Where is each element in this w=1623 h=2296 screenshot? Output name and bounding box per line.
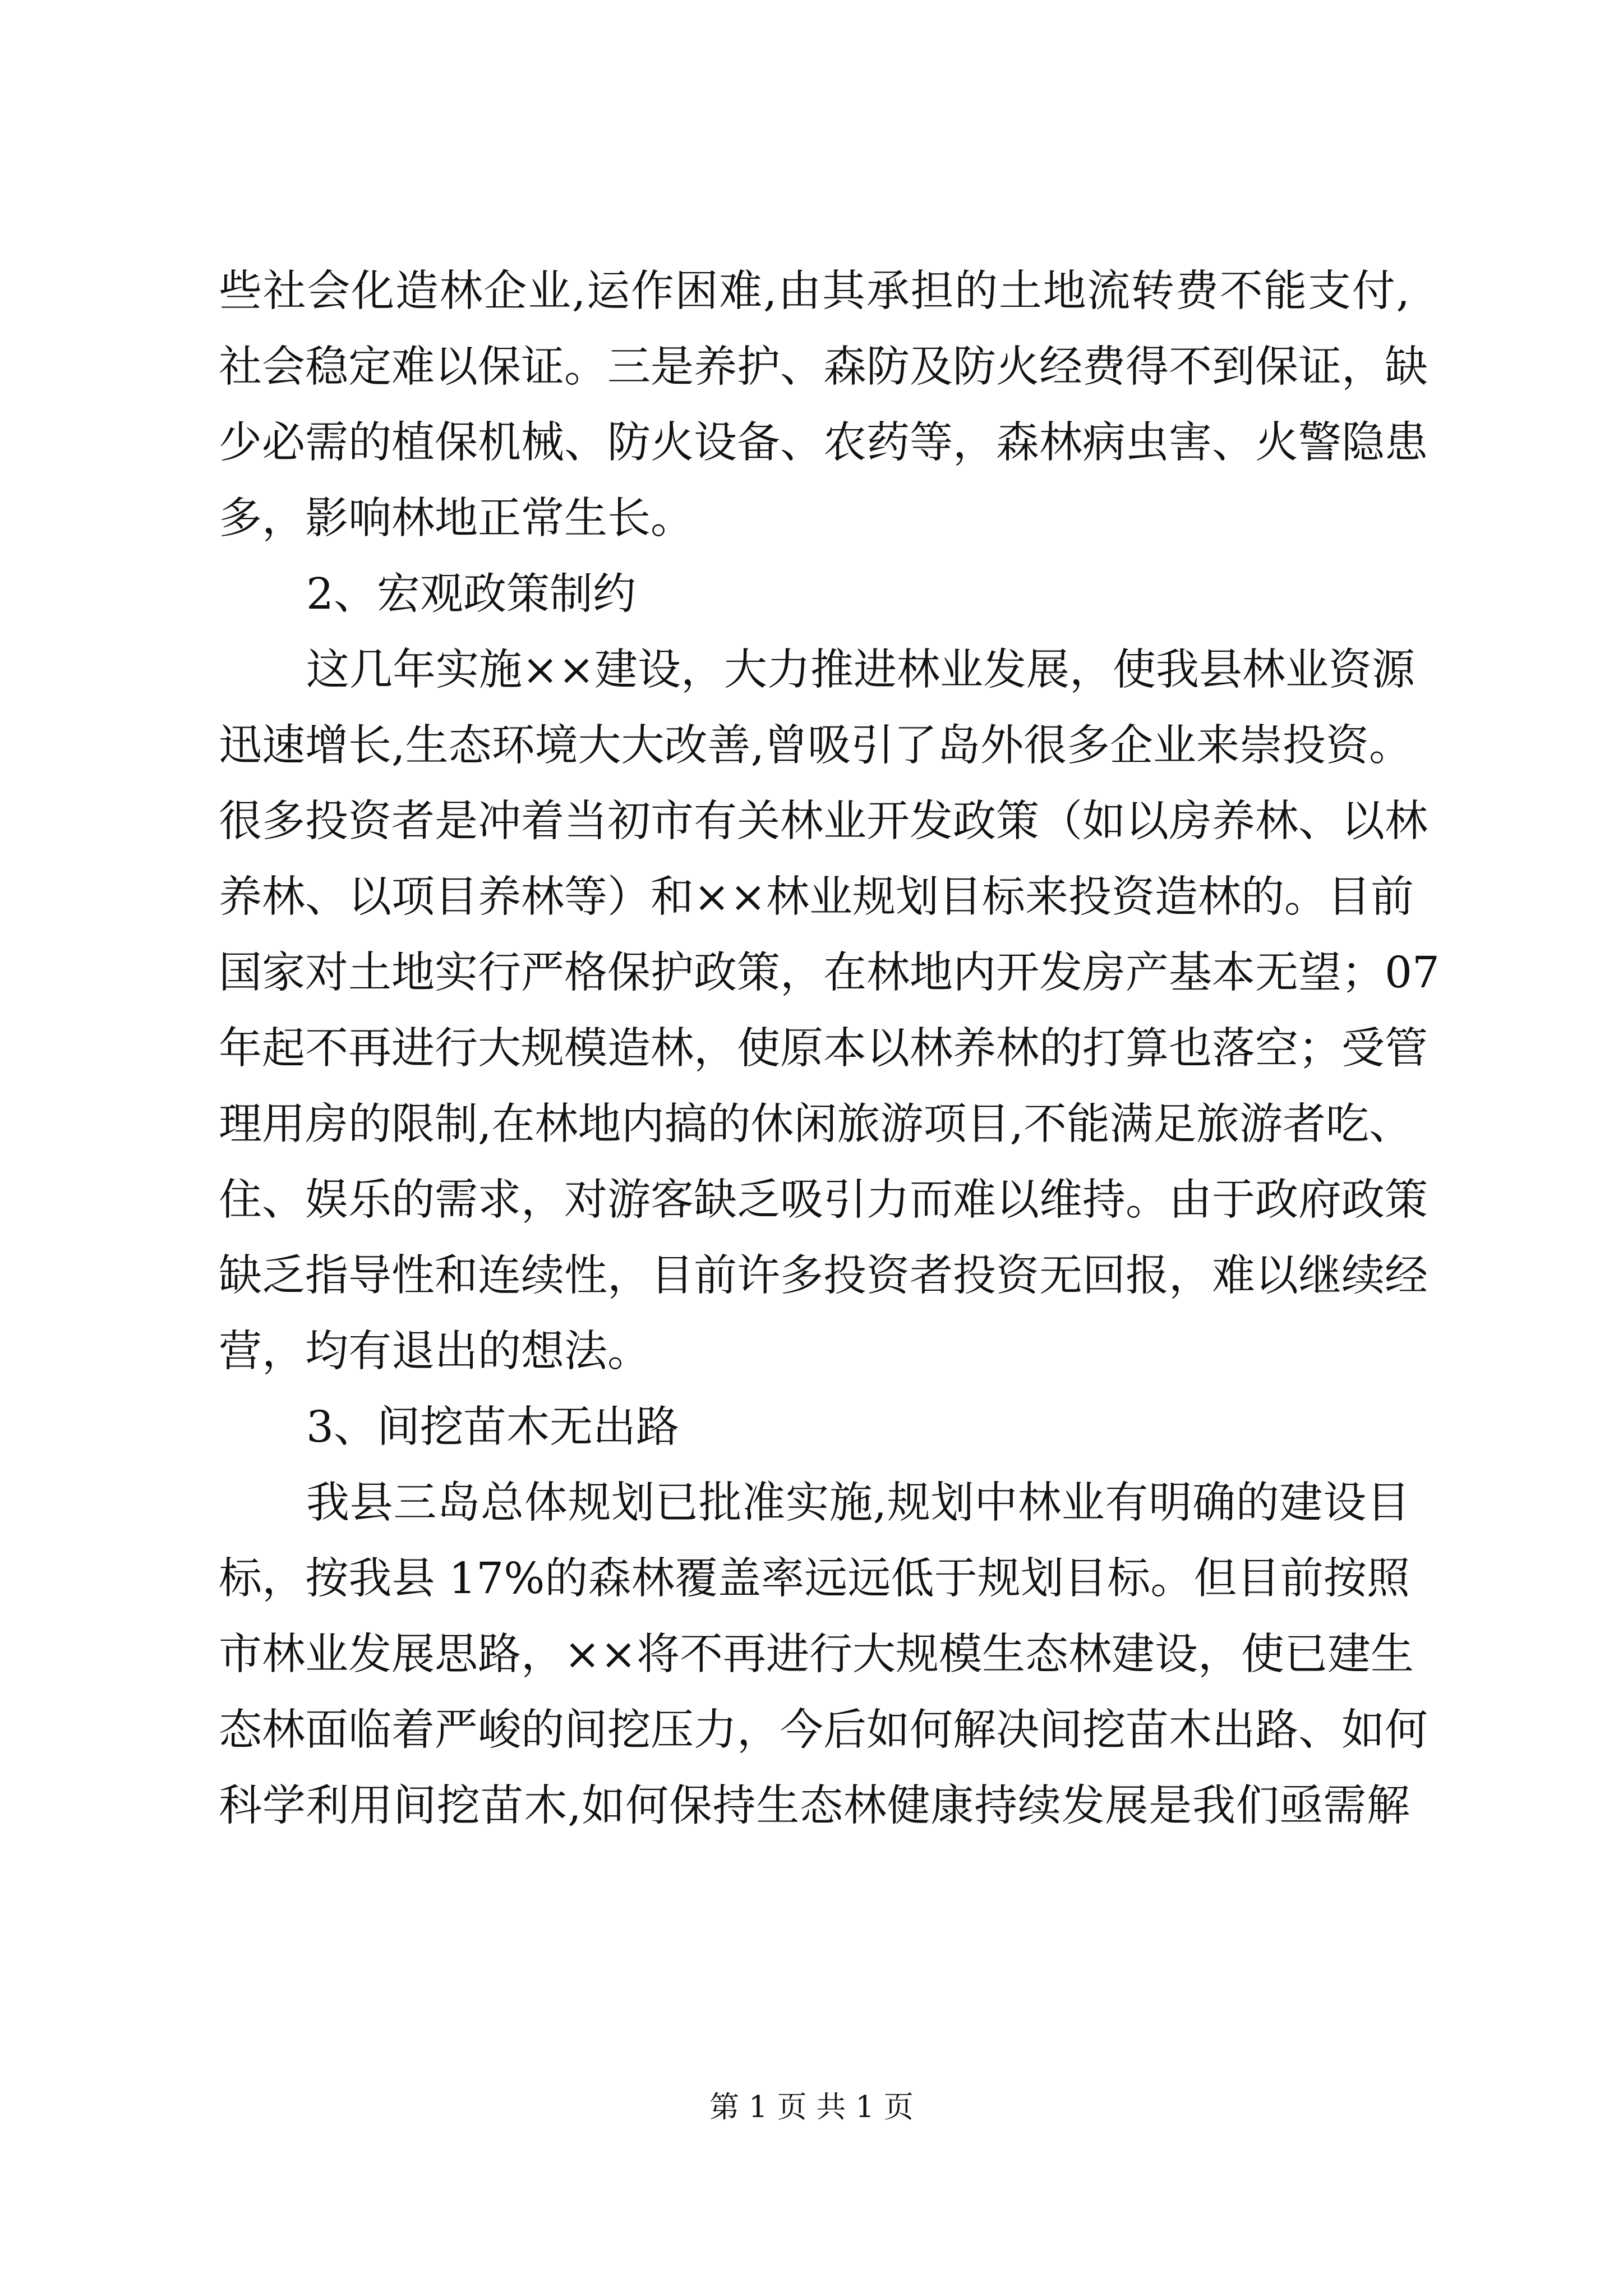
paragraph-line: 缺乏指导性和连续性，目前许多投资者投资无回报，难以继续经	[219, 1251, 1428, 1301]
paragraph-line: 少必需的植保机械、防火设备、农药等，森林病虫害、火警隐患	[219, 418, 1428, 468]
paragraph-line: 很多投资者是冲着当初市有关林业开发政策（如以房养林、以林	[219, 797, 1428, 846]
paragraph-line: 市林业发展思路，××将不再进行大规模生态林建设，使已建生	[219, 1630, 1414, 1680]
paragraph-first-line: 这几年实施××建设，大力推进林业发展，使我县林业资源	[306, 645, 1415, 695]
paragraph-line: 年起不再进行大规模造林，使原本以林养林的打算也落空；受管	[219, 1024, 1428, 1074]
paragraph-line: 标，按我县 17%的森林覆盖率远远低于规划目标。但目前按照	[219, 1554, 1410, 1604]
paragraph-line: 迅速增长,生态环境大大改善,曾吸引了岛外很多企业来崇投资。	[219, 721, 1412, 771]
paragraph-first-line: 3、间挖苗木无出路	[306, 1402, 679, 1452]
document-body	[219, 254, 1440, 1844]
paragraph-line: 国家对土地实行严格保护政策，在林地内开发房产基本无望；07	[219, 948, 1440, 998]
paragraph-line: 营，均有退出的想法。	[219, 1327, 651, 1377]
page-footer: 第 1 页 共 1 页	[709, 2090, 914, 2124]
paragraph-line: 态林面临着严峻的间挖压力，今后如何解决间挖苗木出路、如何	[219, 1705, 1428, 1755]
paragraph-line: 社会稳定难以保证。三是养护、森防及防火经费得不到保证，缺	[219, 342, 1428, 392]
paragraph-first-line: 我县三岛总体规划已批准实施,规划中林业有明确的建设目	[306, 1478, 1410, 1528]
paragraph-line: 理用房的限制,在林地内搞的休闲旅游项目,不能满足旅游者吃、	[219, 1099, 1412, 1149]
paragraph-line: 多，影响林地正常生长。	[219, 494, 694, 544]
paragraph-line: 些社会化造林企业,运作困难,由其承担的土地流转费不能支付,	[219, 266, 1410, 316]
paragraph-line: 住、娱乐的需求，对游客缺乏吸引力而难以维持。由于政府政策	[219, 1175, 1428, 1225]
paragraph-line: 科学利用间挖苗木,如何保持生态林健康持续发展是我们亟需解	[219, 1781, 1410, 1831]
paragraph-line: 养林、以项目养林等）和××林业规划目标来投资造林的。目前	[219, 872, 1414, 922]
paragraph-first-line: 2、宏观政策制约	[306, 569, 636, 619]
